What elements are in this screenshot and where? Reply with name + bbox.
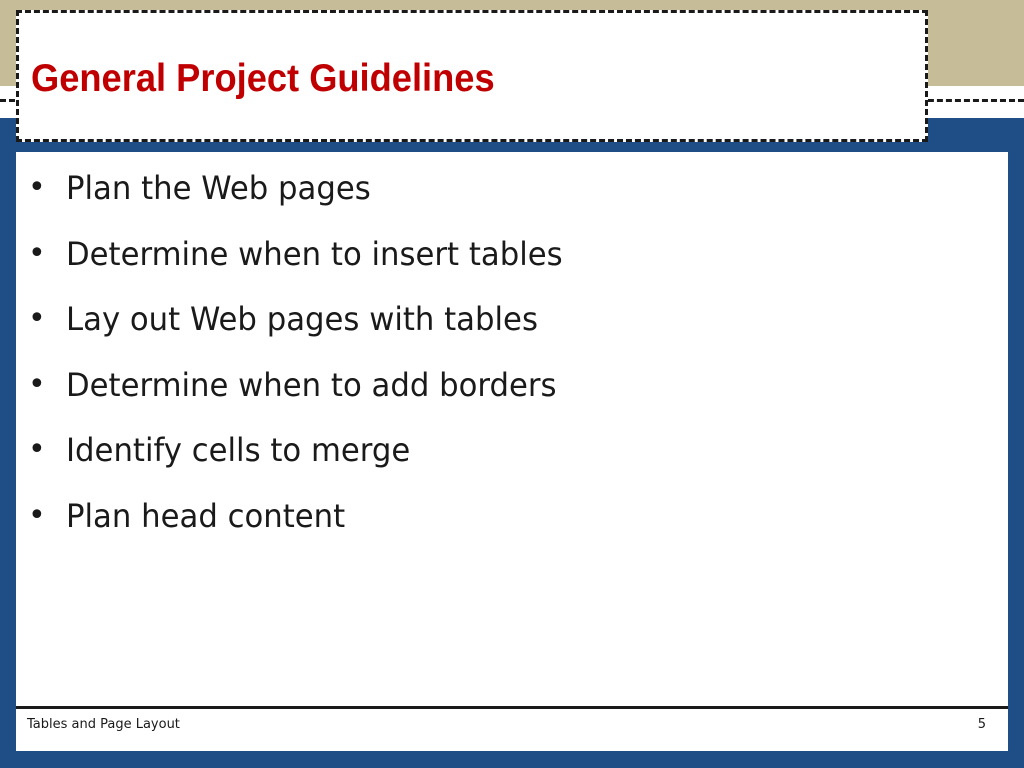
bullet-text: Determine when to insert tables bbox=[66, 234, 563, 273]
bullet-text: Plan head content bbox=[66, 496, 346, 535]
bullet-dot-icon: • bbox=[28, 235, 46, 271]
content-placeholder[interactable] bbox=[16, 152, 1008, 707]
bullet-dot-icon: • bbox=[28, 366, 46, 402]
bullet-text: Identify cells to merge bbox=[66, 431, 411, 469]
bullet-text: Determine when to add borders bbox=[66, 365, 557, 404]
bullet-dot-icon: • bbox=[28, 497, 46, 533]
bullet-dot-icon: • bbox=[28, 432, 46, 467]
bullet-text: Lay out Web pages with tables bbox=[66, 300, 538, 338]
bullet-dot-icon: • bbox=[28, 301, 46, 336]
bullet-text: Plan the Web pages bbox=[66, 169, 371, 207]
slide-title: General Project Guidelines bbox=[31, 57, 495, 100]
footer-title: Tables and Page Layout bbox=[27, 717, 180, 732]
footer-divider bbox=[16, 706, 1008, 709]
footer bbox=[16, 709, 1008, 751]
bullet-dot-icon: • bbox=[28, 170, 46, 205]
slide-number: 5 bbox=[977, 717, 986, 732]
title-placeholder[interactable] bbox=[16, 10, 928, 142]
